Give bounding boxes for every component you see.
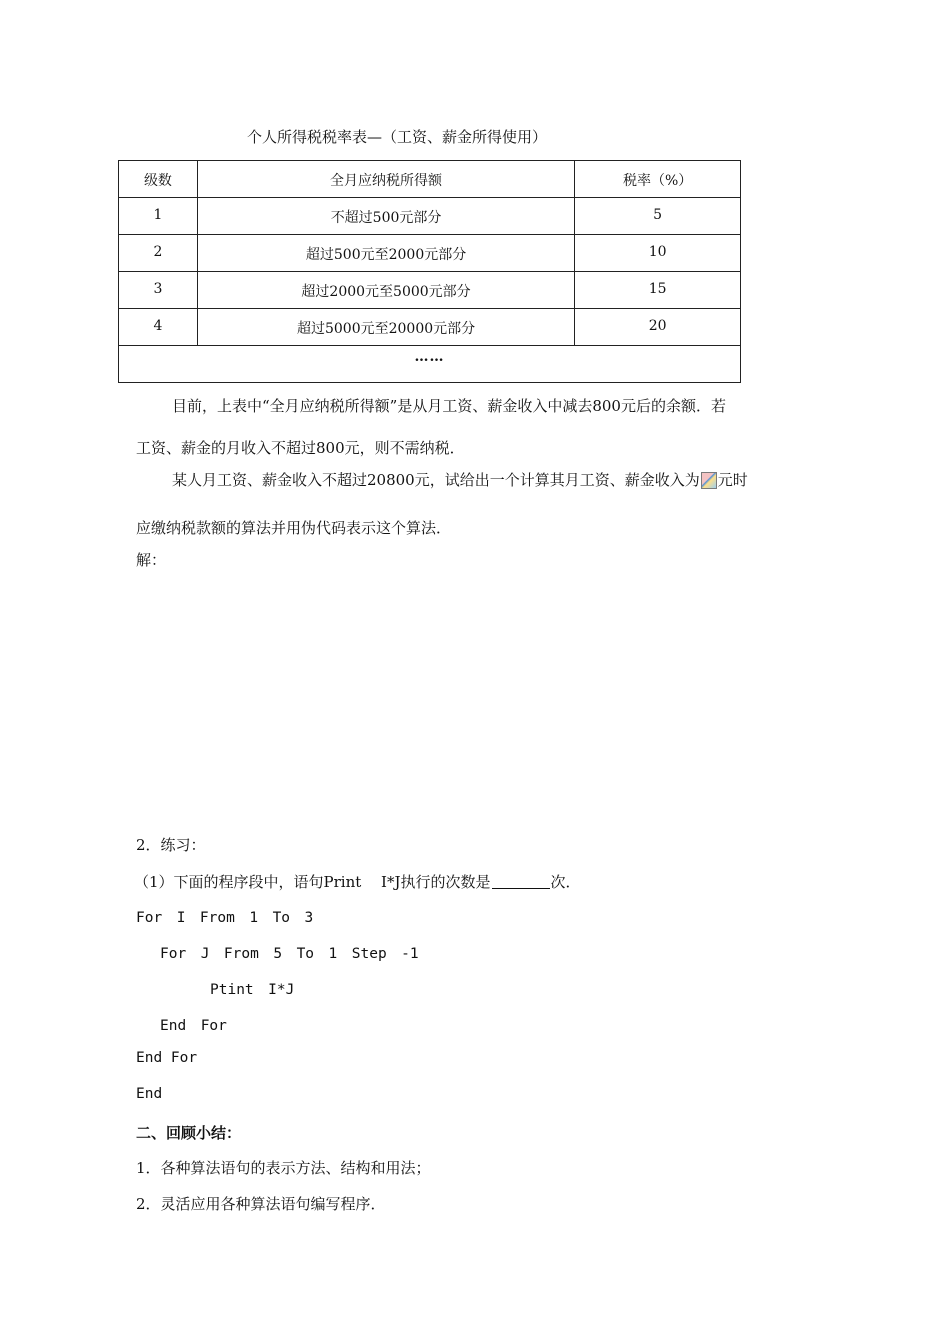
cell-level: 4 bbox=[119, 309, 198, 346]
variable-image-icon bbox=[701, 472, 717, 489]
cell-amount: 超过5000元至20000元部分 bbox=[197, 309, 574, 346]
table-ellipsis: …… bbox=[119, 346, 741, 383]
paragraph-2-line-1 bbox=[172, 469, 748, 490]
answer-blank bbox=[492, 873, 550, 889]
cell-level: 2 bbox=[119, 235, 198, 272]
cell-rate: 5 bbox=[575, 198, 741, 235]
header-level: 级数 bbox=[119, 161, 198, 198]
solution-label: 解： bbox=[136, 551, 167, 569]
cell-amount: 不超过500元部分 bbox=[197, 198, 574, 235]
cell-rate: 10 bbox=[575, 235, 741, 272]
table-header-row bbox=[119, 161, 741, 198]
paragraph-1-line-2: 工资、薪金的月收入不超过800元，则不需纳税． bbox=[136, 439, 465, 457]
question-text-before: （1）下面的程序段中，语句Print I*J执行的次数是 bbox=[134, 873, 491, 891]
cell-amount: 超过2000元至5000元部分 bbox=[197, 272, 574, 309]
review-heading-text: 二、回顾小结： bbox=[136, 1124, 242, 1142]
cell-amount: 超过500元至2000元部分 bbox=[197, 235, 574, 272]
question-text-after: 次． bbox=[550, 873, 581, 891]
paragraph-2-line-2: 应缴纳税款额的算法并用伪代码表示这个算法． bbox=[136, 519, 452, 537]
table-row bbox=[119, 309, 741, 346]
table-row bbox=[119, 235, 741, 272]
cell-rate: 15 bbox=[575, 272, 741, 309]
code-line-5: End For bbox=[136, 1050, 198, 1066]
cell-level: 1 bbox=[119, 198, 198, 235]
table-title: 个人所得税税率表—（工资、薪金所得使用） bbox=[247, 128, 548, 146]
table-row bbox=[119, 198, 741, 235]
exercise-question bbox=[134, 871, 581, 892]
paragraph-2-text-after: 元时 bbox=[717, 471, 748, 489]
header-tax-rate: 税率（%） bbox=[575, 161, 741, 198]
cell-rate: 20 bbox=[575, 309, 741, 346]
exercise-heading: 2．练习： bbox=[136, 836, 206, 854]
paragraph-2-text-before: 某人月工资、薪金收入不超过20800元，试给出一个计算其月工资、薪金收入为 bbox=[172, 471, 700, 489]
review-heading bbox=[136, 1122, 241, 1143]
tax-rate-table bbox=[118, 160, 741, 383]
cell-level: 3 bbox=[119, 272, 198, 309]
code-line-2: For J From 5 To 1 Step -1 bbox=[160, 946, 419, 962]
code-line-6: End bbox=[136, 1086, 163, 1102]
review-item-1: 1．各种算法语句的表示方法、结构和用法； bbox=[136, 1159, 431, 1177]
code-line-1: For I From 1 To 3 bbox=[136, 910, 314, 926]
header-taxable-amount: 全月应纳税所得额 bbox=[197, 161, 574, 198]
review-item-2: 2．灵活应用各种算法语句编写程序． bbox=[136, 1195, 386, 1213]
table-row bbox=[119, 272, 741, 309]
table-ellipsis-row bbox=[119, 346, 741, 383]
code-line-3: Ptint I*J bbox=[210, 982, 295, 998]
code-line-4: End For bbox=[160, 1018, 227, 1034]
paragraph-1-line-1: 目前，上表中“全月应纳税所得额”是从月工资、薪金收入中减去800元后的余额．若 bbox=[172, 397, 726, 415]
